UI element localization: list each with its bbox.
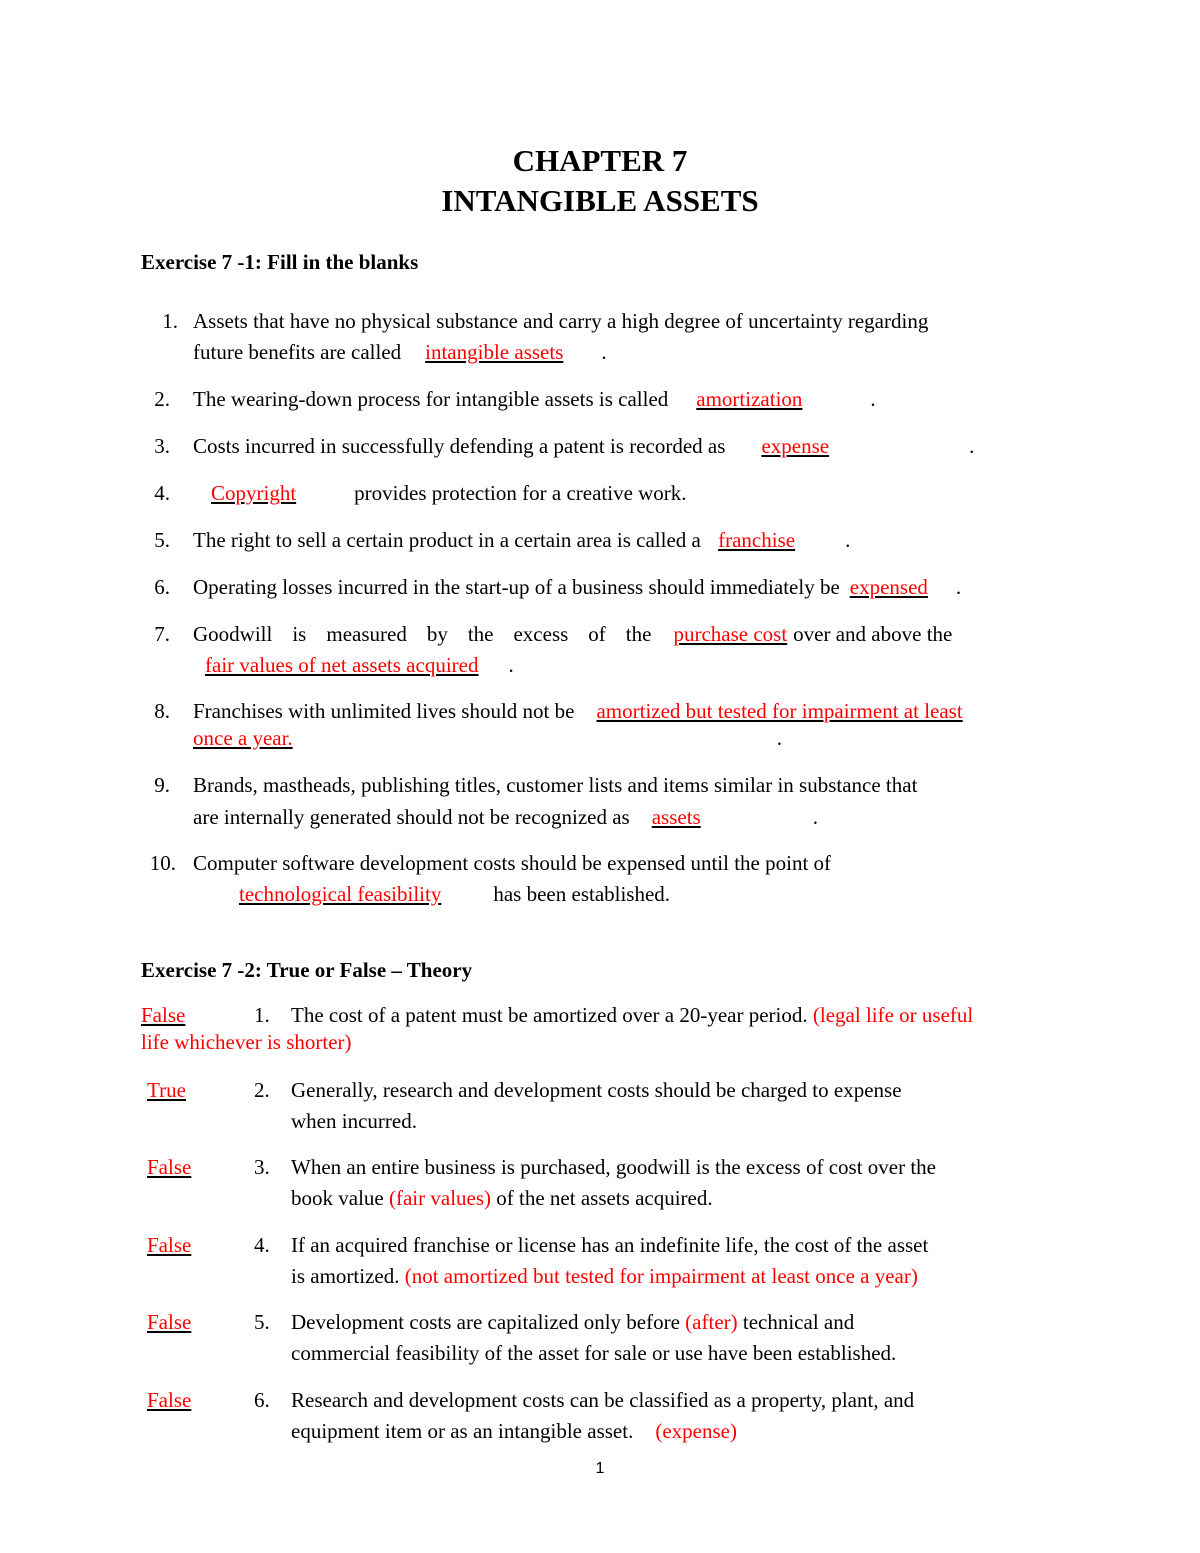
item-word: Goodwill — [193, 622, 273, 646]
item-text-part: Operating losses incurred in the start-up of a business should immediately be — [193, 575, 840, 599]
item-number: 3. — [154, 434, 170, 458]
item-word: by — [426, 622, 448, 646]
item-text — [193, 574, 961, 600]
item-number: 10. — [149, 851, 176, 875]
item-text — [291, 1002, 973, 1028]
item-number: 2. — [254, 1078, 270, 1102]
item-word: measured — [326, 622, 407, 646]
item-number: 8. — [154, 699, 170, 723]
item-text-part: The cost of a patent must be amortized over a 20-year period. — [291, 1003, 808, 1027]
item-text-cont — [291, 1185, 713, 1211]
item-number: 1. — [162, 309, 178, 333]
item-text-cont — [193, 725, 782, 751]
item-text-part: Development costs are capitalized only before — [291, 1310, 680, 1334]
item-text: If an acquired franchise or license has an indefinite life, the cost of the asset — [291, 1233, 929, 1257]
item-text — [193, 621, 952, 647]
item-text: When an entire business is purchased, goodwill is the excess of cost over the — [291, 1155, 937, 1179]
item-text-part: . — [955, 575, 962, 599]
item-text-part: . — [776, 726, 782, 750]
item-text-cont — [291, 1418, 737, 1444]
item-word: is — [292, 622, 307, 646]
item-text — [193, 433, 974, 459]
item-text-part: future benefits are called — [193, 340, 402, 364]
answer-text: assets — [651, 805, 701, 829]
item-number: 6. — [154, 575, 170, 599]
item-text-part: . — [812, 805, 818, 829]
answer-text: expensed — [849, 575, 928, 599]
answer-text: fair values of net assets acquired — [205, 653, 479, 677]
item-text-part: Costs incurred in successfully defending a patent is recorded as — [193, 434, 726, 458]
exercise-1-heading: Exercise 7 -1: Fill in the blanks — [141, 250, 419, 274]
item-text-part: The wearing-down process for intangible assets is called — [193, 387, 669, 411]
answer-text: False — [147, 1388, 192, 1412]
item-text-part: . — [508, 653, 514, 677]
item-text-part: Franchises with unlimited lives should not be — [193, 699, 575, 723]
item-text-part: is amortized. — [291, 1264, 400, 1288]
tf-answer — [141, 1232, 213, 1258]
answer-text: False — [141, 1003, 186, 1027]
item-text-part: book value — [291, 1186, 384, 1210]
item-text-cont: when incurred. — [291, 1109, 417, 1133]
answer-note: (after) — [685, 1310, 738, 1334]
tf-answer — [141, 1002, 207, 1028]
answer-text: False — [147, 1155, 192, 1179]
item-word: excess — [513, 622, 569, 646]
answer-note: (not amortized but tested for impairment at least once a year) — [404, 1264, 918, 1288]
answer-text: True — [147, 1078, 186, 1102]
item-text-part: . — [845, 528, 851, 552]
item-text-part: over and above the — [793, 622, 953, 646]
answer-note: (fair values) — [388, 1186, 492, 1210]
answer-text: expense — [761, 434, 830, 458]
item-number: 6. — [254, 1388, 270, 1412]
page-number: 1 — [595, 1460, 605, 1477]
answer-text: amortized but tested for impairment at least — [596, 699, 963, 723]
item-text-part: . — [870, 387, 876, 411]
answer-text: franchise — [718, 528, 796, 552]
item-text-part: technical and — [742, 1310, 855, 1334]
item-text-cont — [193, 881, 670, 907]
chapter-subtitle: INTANGIBLE ASSETS — [441, 183, 759, 218]
answer-note: (expense) — [655, 1419, 737, 1443]
item-text-cont: commercial feasibility of the asset for sale or use have been established. — [291, 1341, 897, 1365]
item-text-part: . — [601, 340, 607, 364]
item-number: 2. — [154, 387, 170, 411]
item-word: of — [588, 622, 606, 646]
tf-answer — [141, 1387, 213, 1413]
item-text-cont — [291, 1263, 918, 1289]
answer-text: amortization — [696, 387, 803, 411]
item-text — [193, 386, 876, 412]
answer-text: once a year. — [193, 726, 293, 750]
item-number: 4. — [154, 481, 170, 505]
item-number: 4. — [254, 1233, 270, 1257]
item-text-part: has been established. — [493, 882, 671, 906]
item-text: Brands, mastheads, publishing titles, customer lists and items similar in substance that — [193, 773, 918, 797]
item-number: 9. — [154, 773, 170, 797]
answer-text: intangible assets — [425, 340, 564, 364]
item-number: 3. — [254, 1155, 270, 1179]
tf-answer — [141, 1077, 214, 1103]
item-text: Assets that have no physical substance and carry a high degree of uncertainty regarding — [193, 309, 929, 333]
item-text-cont — [193, 339, 607, 365]
tf-answer — [141, 1309, 213, 1335]
answer-text: technological feasibility — [239, 882, 442, 906]
item-text-part: . — [969, 434, 975, 458]
tf-answer — [141, 1154, 213, 1180]
item-text — [193, 698, 963, 724]
exercise-2-heading: Exercise 7 -2: True or False – Theory — [141, 958, 473, 982]
answer-text: False — [147, 1310, 192, 1334]
item-text: Generally, research and development costs should be charged to expense — [291, 1078, 902, 1102]
item-number: 7. — [154, 622, 170, 646]
item-text: Computer software development costs should be expensed until the point of — [193, 851, 832, 875]
item-text-cont — [193, 652, 514, 678]
item-text-cont — [193, 804, 818, 830]
answer-note: (legal life or useful — [812, 1003, 974, 1027]
item-text-part: of the net assets acquired. — [496, 1186, 713, 1210]
item-text — [193, 480, 687, 506]
item-text-part: are internally generated should not be recognized as — [193, 805, 630, 829]
item-text: Research and development costs can be classified as a property, plant, and — [291, 1388, 915, 1412]
item-text — [193, 527, 850, 553]
item-word: the — [467, 622, 494, 646]
item-number: 5. — [254, 1310, 270, 1334]
item-text-part: The right to sell a certain product in a certain area is called a — [193, 528, 701, 552]
item-number: 5. — [154, 528, 170, 552]
item-text-part: provides protection for a creative work. — [354, 481, 687, 505]
item-number: 1. — [254, 1003, 270, 1027]
item-text-part: equipment item or as an intangible asset. — [291, 1419, 634, 1443]
chapter-title: CHAPTER 7 — [512, 143, 688, 178]
item-word: the — [625, 622, 652, 646]
item-text — [291, 1309, 854, 1335]
answer-note-cont: life whichever is shorter) — [141, 1030, 352, 1054]
answer-text: False — [147, 1233, 192, 1257]
answer-text: purchase cost — [673, 622, 788, 646]
answer-text: Copyright — [211, 481, 297, 505]
